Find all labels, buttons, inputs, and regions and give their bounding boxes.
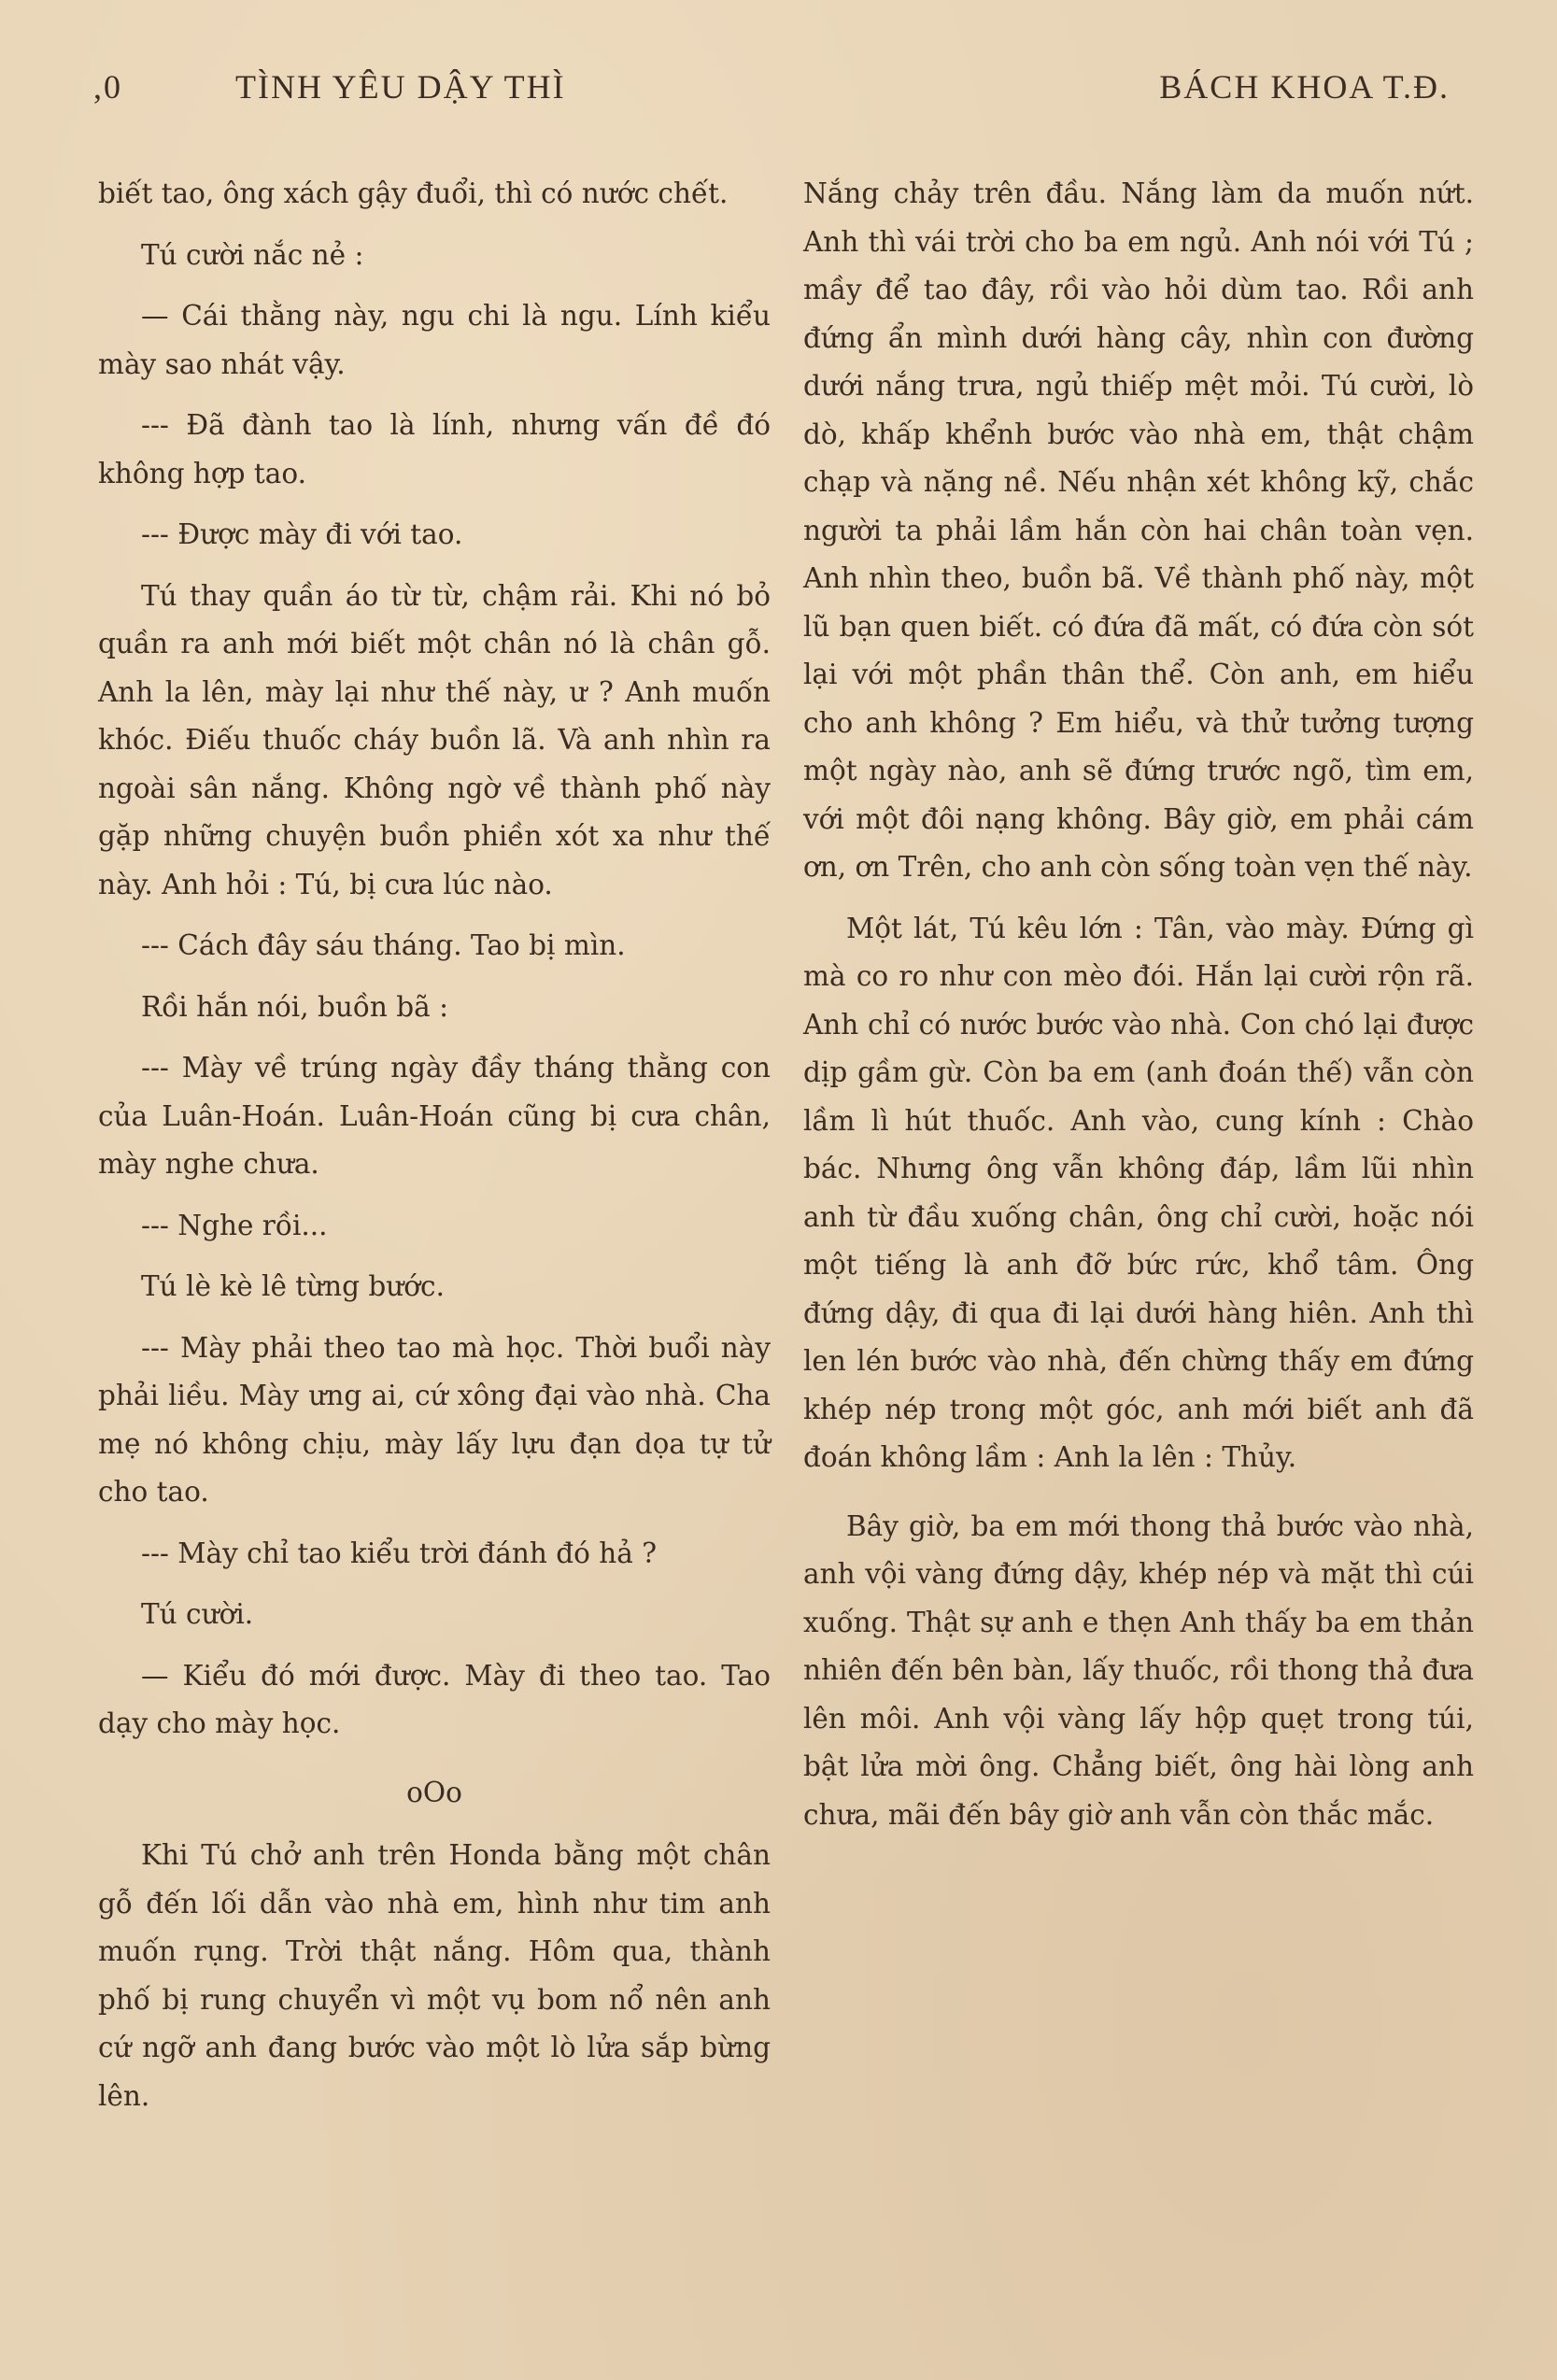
paragraph: --- Được mày đi với tao. bbox=[141, 518, 463, 550]
page-number: ,0 bbox=[93, 68, 122, 106]
paragraph: biết tao, ông xách gậy đuổi, thì có nước chết. bbox=[98, 177, 729, 209]
paragraph: Rồi hắn nói, buồn bã : bbox=[141, 990, 449, 1023]
paragraph: --- Nghe rồi... bbox=[141, 1209, 328, 1241]
paragraph: — Cái thằng này, ngu chi là ngu. Lính kiểu mày sao nhát vậy. bbox=[98, 300, 771, 380]
paragraph: Một lát, Tú kêu lớn : Tân, vào mày. Đứng gì mà co ro như con mèo đói. Hắn lại cười rộn rã. Anh chỉ có nước bước vào nhà. Con chó lại được dịp gầm gừ. Còn ba em (anh đoán thế) vẫn còn lầm lì hút thuốc. Anh vào, cung kính : Chào bác. Nhưng ông vẫn không đáp, lầm lũi nhìn anh từ đầu xuống chân, ông chỉ cười, hoặc nói một tiếng là anh đỡ bức rức, khổ tâm. Ông đứng dậy, đi qua đi lại dưới hàng hiên. Anh thì len lén bước vào nhà, đến chừng thấy em đứng khép nép trong một góc, anh mới biết anh đã đoán không lầm : Anh la lên : Thủy. bbox=[803, 912, 1474, 1473]
paragraph: Khi Tú chở anh trên Honda bằng một chân gỗ đến lối dẫn vào nhà em, hình như tim anh muốn rụng. Trời thật nắng. Hôm qua, thành phố bị rung chuyển vì một vụ bom nổ nên anh cứ ngỡ anh đang bước vào một lò lửa sắp bừng lên. bbox=[98, 1839, 771, 2112]
section-separator: oOo bbox=[406, 1776, 462, 1808]
right-column bbox=[803, 170, 1474, 1839]
paragraph: Tú cười nắc nẻ : bbox=[141, 238, 364, 271]
paragraph: Nắng chảy trên đầu. Nắng làm da muốn nứt. Anh thì vái trời cho ba em ngủ. Anh nói với Tú ; mầy để tao đây, rồi vào hỏi dùm tao. Rồi anh đứng ẩn mình dưới hàng cây, nhìn con đường dưới nắng trưa, ngủ thiếp mệt mỏi. Tú cười, lò dò, khấp khểnh bước vào nhà em, thật chậm chạp và nặng nề. Nếu nhận xét không kỹ, chắc người ta phải lầm hắn còn hai chân toàn vẹn. Anh nhìn theo, buồn bã. Về thành phố này, một lũ bạn quen biết. có đứa đã mất, có đứa còn sót lại với một phần thân thể. Còn anh, em hiểu cho anh không ? Em hiểu, và thử tưởng tượng một ngày nào, anh sẽ đứng trước ngõ, tìm em, với một đôi nạng không. Bây giờ, em phải cám ơn, ơn Trên, cho anh còn sống toàn vẹn thế này. bbox=[803, 177, 1474, 883]
paragraph: --- Mày phải theo tao mà học. Thời buổi này phải liều. Mày ưng ai, cứ xông đại vào nhà. Cha mẹ nó không chịu, mày lấy lựu đạn dọa tự tử cho tao. bbox=[98, 1331, 771, 1508]
paragraph: --- Mày chỉ tao kiểu trời đánh đó hả ? bbox=[141, 1537, 658, 1569]
paragraph: --- Mày về trúng ngày đầy tháng thằng con của Luân-Hoán. Luân-Hoán cũng bị cưa chân, mày nghe chưa. bbox=[98, 1052, 771, 1180]
paragraph: Tú lè kè lê từng bước. bbox=[141, 1270, 445, 1302]
paragraph: — Kiểu đó mới được. Mày đi theo tao. Tao dạy cho mày học. bbox=[98, 1659, 771, 1739]
book-title: TÌNH YÊU DẬY THÌ bbox=[235, 68, 566, 106]
left-column bbox=[98, 170, 771, 2120]
paragraph: Bây giờ, ba em mới thong thả bước vào nhà, anh vội vàng đứng dậy, khép nép và mặt thì cúi xuống. Thật sự anh e thẹn Anh thấy ba em thản nhiên đến bên bàn, lấy thuốc, rồi thong thả đưa lên môi. Anh vội vàng lấy hộp quẹt trong túi, bật lửa mời ông. Chẳng biết, ông hài lòng anh chưa, mãi đến bây giờ anh vẫn còn thắc mắc. bbox=[803, 1509, 1474, 1831]
paragraph: --- Đã đành tao là lính, nhưng vấn đề đó không hợp tao. bbox=[98, 409, 771, 489]
paragraph: --- Cách đây sáu tháng. Tao bị mìn. bbox=[141, 929, 626, 961]
publisher-name: BÁCH KHOA T.Đ. bbox=[1159, 68, 1450, 106]
paragraph: Tú thay quần áo từ từ, chậm rải. Khi nó bỏ quần ra anh mới biết một chân nó là chân gỗ. Anh la lên, mày lại như thế này, ư ? Anh muốn khóc. Điếu thuốc cháy buồn lã. Và anh nhìn ra ngoài sân nắng. Không ngờ về thành phố này gặp những chuyện buồn phiền xót xa như thế này. Anh hỏi : Tú, bị cưa lúc nào. bbox=[98, 579, 771, 900]
paragraph: Tú cười. bbox=[141, 1598, 254, 1630]
running-header bbox=[93, 67, 1450, 114]
